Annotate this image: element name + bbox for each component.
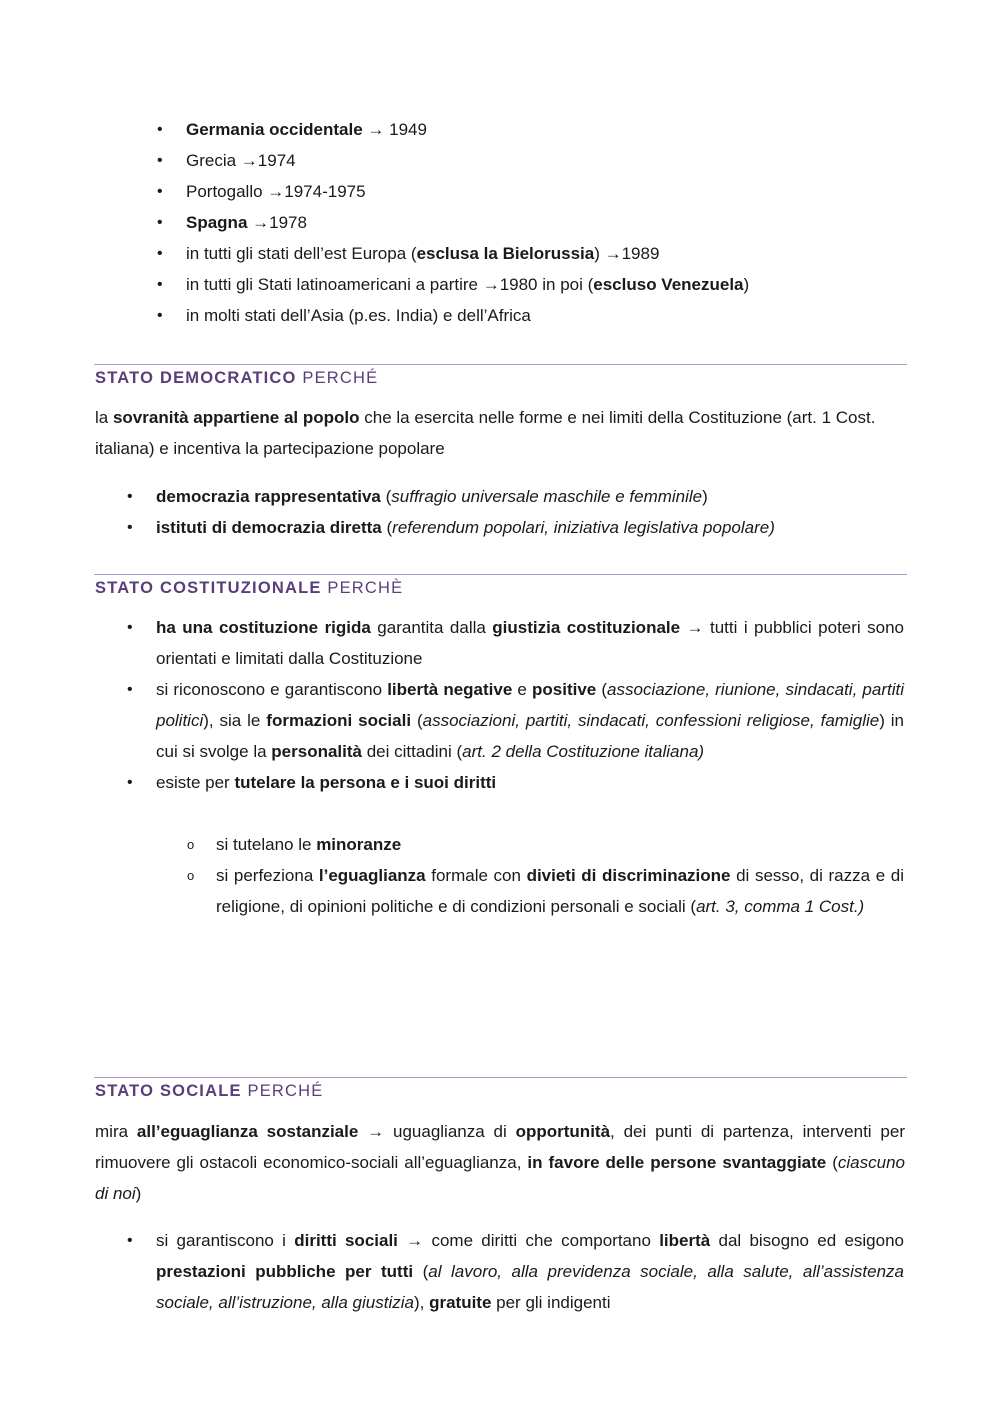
list-item <box>187 829 904 860</box>
bold-text: libertà <box>659 1231 711 1250</box>
bold-text: formazioni sociali <box>266 711 412 730</box>
text-run: garantita dalla <box>370 618 493 637</box>
text-run: ) <box>702 487 708 506</box>
list-item <box>157 145 906 176</box>
text-run: Grecia →1974 <box>186 151 296 170</box>
circle-bullet-icon: o <box>187 868 195 883</box>
list-item <box>157 207 906 238</box>
bullet-icon: • <box>157 121 163 138</box>
list-item <box>157 176 906 207</box>
italic-text: suffragio universale maschile e femminile <box>391 487 703 506</box>
bullet-icon: • <box>157 183 163 200</box>
bold-text: prestazioni pubbliche per tutti <box>156 1262 414 1281</box>
sociale-intro <box>95 1116 905 1209</box>
bold-text: positive <box>532 680 597 699</box>
text-run: ( <box>826 1153 838 1172</box>
list-item <box>127 767 904 798</box>
bold-text: gratuite <box>429 1293 492 1312</box>
text-run: ( <box>411 711 423 730</box>
section-title-costituzionale: STATO COSTITUZIONALE PERCHÈ <box>95 579 404 597</box>
bold-text: divieti di discriminazione <box>526 866 731 885</box>
democratico-intro <box>95 402 905 464</box>
circle-bullet-icon: o <box>187 837 195 852</box>
text-run: mira <box>95 1122 137 1141</box>
text-run: ( <box>380 487 392 506</box>
text-run: e <box>512 680 532 699</box>
text-run: che la esercita nelle forme e nei limiti della Costituzione (art. 1 Cost. italiana) e incentiva la partecipazione popolare <box>95 408 876 458</box>
bullet-icon: • <box>157 245 163 262</box>
list-item <box>157 238 906 269</box>
text-run: si tutelano le <box>216 835 317 854</box>
bold-text: giustizia costituzionale <box>492 618 681 637</box>
list-item <box>157 300 906 331</box>
bold-text: l’eguaglianza <box>318 866 426 885</box>
italic-text: associazioni, partiti, sindacati, confessioni religiose, famiglie <box>422 711 880 730</box>
bullet-icon: • <box>127 488 133 505</box>
bold-text: democrazia rappresentativa <box>156 487 381 506</box>
italic-text: referendum popolari, iniziativa legislativa popolare) <box>392 518 775 537</box>
list-item <box>127 612 904 674</box>
italic-text: associazione, riunione, sindacati, partiti politici <box>156 680 904 730</box>
italic-text: al lavoro, alla previdenza sociale, alla salute, all’assistenza sociale, all’istruzione, alla giustizia <box>156 1262 904 1312</box>
text-run: si riconoscono e garantiscono <box>156 680 388 699</box>
text-run: dal bisogno ed esigono <box>710 1231 904 1250</box>
bold-text: ha una costituzione rigida <box>156 618 371 637</box>
text-run: ( <box>381 518 393 537</box>
bold-text: escluso Venezuela <box>593 275 744 294</box>
bullet-icon: • <box>157 307 163 324</box>
bullet-icon: • <box>127 774 133 791</box>
costituzionale-list <box>127 612 904 798</box>
bold-text: personalità <box>271 742 362 761</box>
bold-text: Germania occidentale <box>186 120 363 139</box>
bold-text: istituti di democrazia diretta <box>156 518 382 537</box>
text-run: in molti stati dell’Asia (p.es. India) e dell’Africa <box>186 306 531 325</box>
text-run: ) →1989 <box>594 244 660 263</box>
text-run: Portogallo →1974-1975 <box>186 182 366 201</box>
text-run: → come diritti che comportano <box>397 1231 660 1250</box>
bold-text: diritti sociali <box>294 1231 398 1250</box>
text-run: di sesso, di razza e di religione, di opinioni politiche e di condizioni personali e sociali ( <box>216 866 904 916</box>
bullet-icon: • <box>127 619 133 636</box>
bold-text: tutelare la persona e i suoi diritti <box>234 773 497 792</box>
bold-text: esclusa la Bielorussia <box>416 244 595 263</box>
text-run: ) in cui si svolge la <box>156 711 904 761</box>
text-run: per gli indigenti <box>491 1293 611 1312</box>
list-item <box>127 512 906 543</box>
section-title-democratico: STATO DEMOCRATICO PERCHÉ <box>95 369 379 387</box>
bold-text: libertà negative <box>387 680 513 699</box>
bold-text: in favore delle persone svantaggiate <box>527 1153 827 1172</box>
text-run: → 1949 <box>362 120 427 139</box>
bold-text: all’eguaglianza sostanziale <box>136 1122 359 1141</box>
text-run: esiste per <box>156 773 235 792</box>
text-run: ), <box>413 1293 430 1312</box>
text-run: ( <box>596 680 608 699</box>
sociale-list <box>127 1225 904 1318</box>
text-run: si garantiscono i <box>156 1231 295 1250</box>
bold-text: opportunità <box>515 1122 611 1141</box>
list-item <box>127 674 904 767</box>
text-run: → tutti i pubblici poteri sono orientati e limitati dalla Costituzione <box>156 618 904 668</box>
italic-text: art. 3, comma 1 Cost.) <box>696 897 865 916</box>
italic-text: ciascuno di noi <box>95 1153 906 1203</box>
section-divider <box>94 574 907 575</box>
text-run: ( <box>413 1262 429 1281</box>
bold-text: minoranze <box>316 835 402 854</box>
text-run: ) <box>743 275 750 294</box>
text-run: si perfeziona <box>216 866 319 885</box>
bullet-icon: • <box>157 276 163 293</box>
list-item <box>157 114 906 145</box>
costituzionale-sublist <box>187 829 904 922</box>
section-title-sociale: STATO SOCIALE PERCHÉ <box>95 1082 324 1100</box>
bullet-icon: • <box>127 519 133 536</box>
text-run: ), sia le <box>203 711 267 730</box>
bold-text: Spagna <box>186 213 248 232</box>
section-divider <box>94 1077 907 1078</box>
text-run: ) <box>135 1184 142 1203</box>
bold-text: sovranità appartiene al popolo <box>112 408 360 427</box>
text-run: la <box>95 408 113 427</box>
text-run: →1978 <box>247 213 307 232</box>
italic-text: art. 2 della Costituzione italiana) <box>462 742 705 761</box>
list-item <box>127 1225 904 1318</box>
democratico-list <box>127 481 906 543</box>
bullet-icon: • <box>127 1232 133 1249</box>
list-item <box>127 481 906 512</box>
text-run: in tutti gli Stati latinoamericani a partire →1980 in poi ( <box>186 275 594 294</box>
text-run: formale con <box>425 866 527 885</box>
list-item <box>157 269 906 300</box>
text-run: dei cittadini ( <box>361 742 463 761</box>
list-item <box>187 860 904 922</box>
bullet-icon: • <box>127 681 133 698</box>
countries-democratization-list <box>157 114 906 331</box>
text-run: in tutti gli stati dell’est Europa ( <box>186 244 417 263</box>
bullet-icon: • <box>157 152 163 169</box>
text-run: , dei punti di partenza, interventi per rimuovere gli ostacoli economico-sociali all’eguaglianza, <box>95 1122 905 1172</box>
text-run: → uguaglianza di <box>358 1122 516 1141</box>
bullet-icon: • <box>157 214 163 231</box>
section-divider <box>94 364 907 365</box>
